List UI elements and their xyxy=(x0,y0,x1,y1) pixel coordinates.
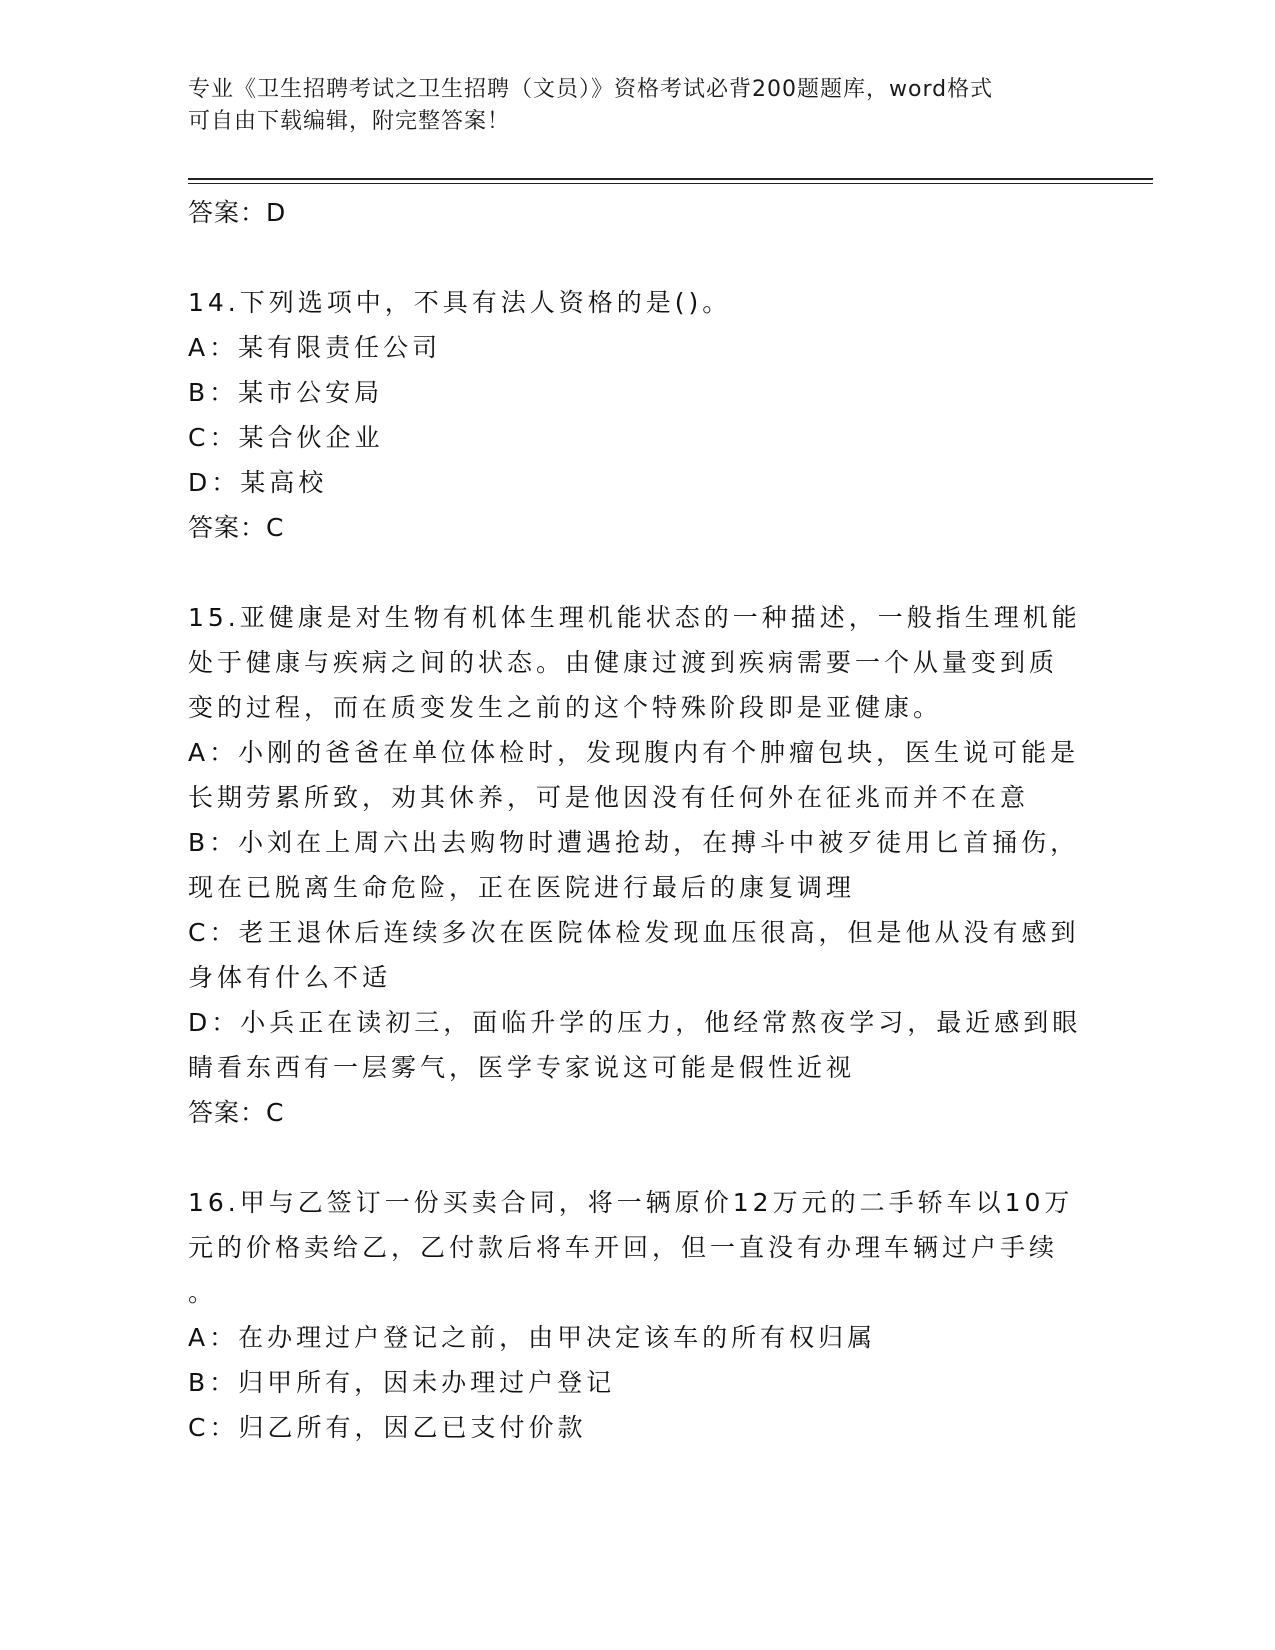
question-text-line: 变的过程，而在质变发生之前的这个特殊阶段即是亚健康。 xyxy=(188,693,943,722)
option-b: B：某市公安局 xyxy=(188,378,384,407)
option-c: C：某合伙企业 xyxy=(188,423,384,452)
question-16 xyxy=(188,1180,1088,1450)
option-b: B：小刘在上周六出去购物时遭遇抢劫，在搏斗中被歹徒用匕首捅伤， xyxy=(188,828,1080,857)
question-text-line: 元的价格卖给乙，乙付款后将车开回，但一直没有办理车辆过户手续 xyxy=(188,1233,1059,1262)
question-14 xyxy=(188,280,1088,550)
option-d: D：某高校 xyxy=(188,468,328,497)
option-a-cont: 长期劳累所致，劝其休养，可是他因没有任何外在征兆而并不在意 xyxy=(188,783,1030,812)
question-15 xyxy=(188,595,1088,1135)
header-divider-thick xyxy=(188,178,1153,180)
spacer xyxy=(188,1135,1088,1180)
question-text-line: 。 xyxy=(188,1278,218,1307)
option-c-cont: 身体有什么不适 xyxy=(188,963,392,992)
question-text-line: 15.亚健康是对生物有机体生理机能状态的一种描述，一般指生理机能 xyxy=(188,603,1081,632)
option-d: D：小兵正在读初三，面临升学的压力，他经常熬夜学习，最近感到眼 xyxy=(188,1008,1082,1037)
header-line-1: 专业《卫生招聘考试之卫生招聘（文员）》资格考试必背200题题库，word格式 xyxy=(188,77,994,102)
document-header xyxy=(188,74,1068,138)
header-line-2: 可自由下载编辑，附完整答案！ xyxy=(188,109,511,134)
spacer xyxy=(188,235,1088,280)
spacer xyxy=(188,550,1088,595)
option-b: B：归甲所有，因未办理过户登记 xyxy=(188,1368,616,1397)
question-text-line: 16.甲与乙签订一份买卖合同，将一辆原价12万元的二手轿车以10万 xyxy=(188,1188,1074,1217)
option-a: A：小刚的爸爸在单位体检时，发现腹内有个肿瘤包块，医生说可能是 xyxy=(188,738,1080,767)
header-divider-thin xyxy=(188,183,1153,184)
option-b-cont: 现在已脱离生命危险，正在医院进行最后的康复调理 xyxy=(188,873,856,902)
question-text: 14.下列选项中，不具有法人资格的是()。 xyxy=(188,288,732,317)
option-c: C：老王退休后连续多次在医院体检发现血压很高，但是他从没有感到 xyxy=(188,918,1080,947)
option-c: C：归乙所有，因乙已支付价款 xyxy=(188,1413,587,1442)
answer: 答案：C xyxy=(188,1098,285,1127)
question-content xyxy=(188,190,1088,1450)
question-text-line: 处于健康与疾病之间的状态。由健康过渡到疾病需要一个从量变到质 xyxy=(188,648,1059,677)
option-d-cont: 睛看东西有一层雾气，医学专家说这可能是假性近视 xyxy=(188,1053,856,1082)
answer: 答案：C xyxy=(188,513,285,542)
option-a: A：某有限责任公司 xyxy=(188,333,442,362)
option-a: A：在办理过户登记之前，由甲决定该车的所有权归属 xyxy=(188,1323,877,1352)
previous-answer: 答案：D xyxy=(188,198,287,227)
